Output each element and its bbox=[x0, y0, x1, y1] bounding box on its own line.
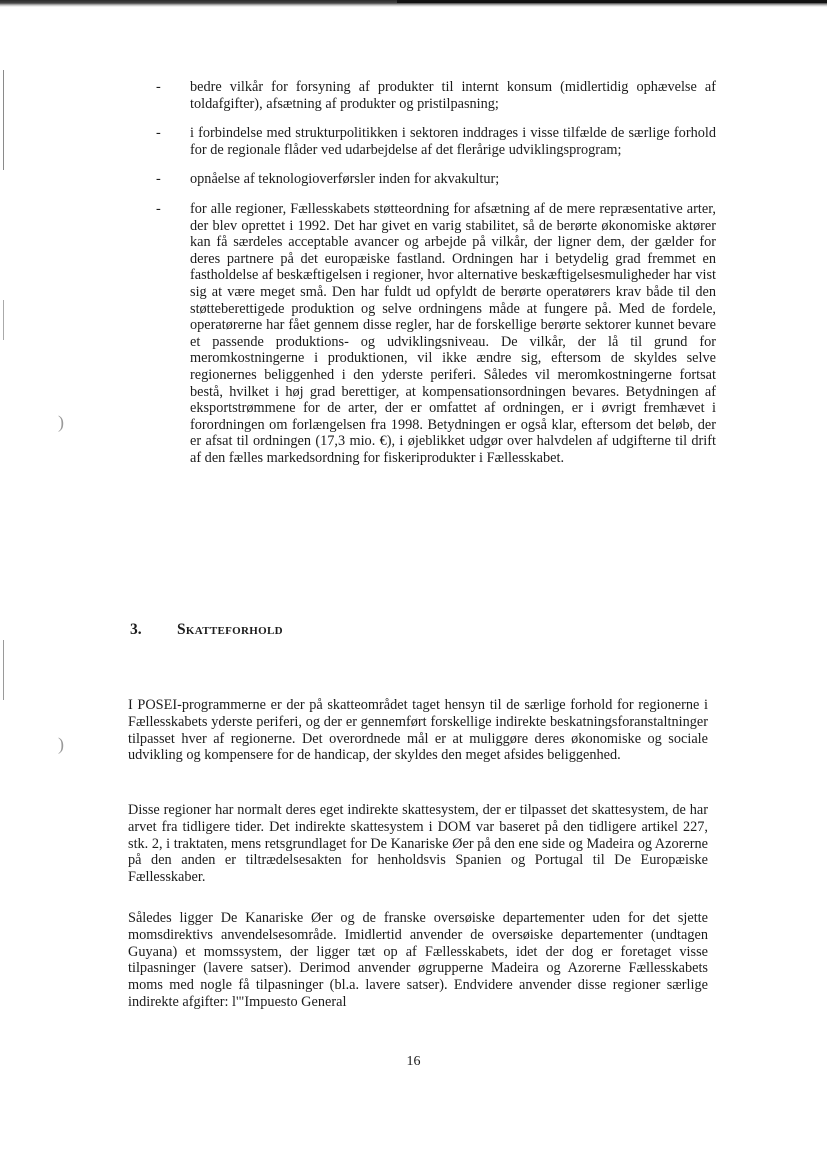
punch-hole-mark: ) bbox=[58, 412, 64, 432]
punch-hole-mark: ) bbox=[58, 734, 64, 754]
bullet-item bbox=[156, 201, 716, 467]
bullet-marker: - bbox=[156, 79, 161, 95]
section-title: Skatteforhold bbox=[177, 621, 283, 638]
bullet-list bbox=[156, 79, 716, 466]
body-paragraph: Således ligger De Kanariske Øer og de franske oversøiske departementer uden for det sjette momsdirektivs anvendelsesområde. Imidlertid anvender de oversøiske departementer (undtagen Guyana) et momssystem, der ligger tæt op af Fællesskabets, idet der dog er foretaget visse tilpasninger (lavere satser). Derimod anvender øgrupperne Madeira og Azorerne Fællesskabets moms med nogle få tilpasninger (bl.a. lavere satser). Endvidere anvender disse regioner særlige indirekte afgifter: l'"Impuesto General bbox=[128, 910, 708, 1010]
bullet-marker: - bbox=[156, 200, 161, 217]
bullet-text: opnåelse af teknologioverførsler inden for akvakultur; bbox=[190, 171, 500, 188]
section-heading bbox=[130, 621, 283, 639]
bullet-item bbox=[156, 125, 716, 158]
scan-edge-left bbox=[3, 640, 4, 700]
bullet-item bbox=[156, 79, 716, 112]
body-paragraph: I POSEI-programmerne er der på skatteområdet taget hensyn til de særlige forhold for regionerne i Fællesskabets yderste periferi, og der er gennemført forskellige indirekte beskatningsforanstaltninger tilpasset hver af regionerne. Det overordnede mål er at muliggøre deres økonomiske og sociale udvikling og kompensere for de handicap, der skyldes den meget afsides beliggenhed. bbox=[128, 697, 708, 764]
section-number: 3. bbox=[130, 621, 142, 638]
body-paragraph: Disse regioner har normalt deres eget indirekte skattesystem, der er tilpasset det skattesystem, de har arvet fra tidligere tider. Det indirekte skattesystem i DOM var baseret på den tidligere artikel 227, stk. 2, i traktaten, mens retsgrundlaget for De Kanariske Øer på den ene side og Madeira og Azorerne på den anden er tiltrædelsesakten for henholdsvis Spanien og Portugal til De Europæiske Fællesskaber. bbox=[128, 802, 708, 886]
bullet-text: bedre vilkår for forsyning af produkter til internt konsum (midlertidig ophævelse af toldafgifter), afsætning af produkter og pristilpasning; bbox=[190, 79, 716, 112]
bullet-item bbox=[156, 171, 716, 188]
bullet-text: for alle regioner, Fællesskabets støtteordning for afsætning af de mere repræsentative arter, der blev oprettet i 1992. Det har givet en varig stabilitet, så de berørte økonomiske aktører kan få særdeles acceptable avancer og arbejde på vilkår, der ligner dem, der gælder for deres partnere på det europæiske fastland. Ordningen har i betydelig grad fremmet en fastholdelse af beskæftigelsen i regioner, hvor alternative beskæftigelsesmuligheder har vist sig at være meget små. Den har fuldt ud opfyldt de berørte operatørers krav både til den støtteberettigede produktion og selve ordningens måde at fungere på. Med de fordele, operatørerne har fået gennem disse regler, har de forskellige berørte sektorer kunnet bevare et passende produktions- og udviklingsniveau. De vilkår, der lå til grund for meromkostningerne i produktionen, vil ikke ændre sig, eftersom de skyldes selve regionernes beliggenhed i den yderste periferi. Således vil meromkostningerne fortsat bestå, hvilket i høj grad berettiger, at kompensationsordningen bevares. Betydningen af eksportstrømmene for de arter, der er omfattet af ordningen, er i øvrigt fremhævet i forordningen om forlængelsen fra 1998. Betydningen er også klar, eftersom det beløb, der er afsat til ordningen (17,3 mio. €), i øjeblikket udgør over halvdelen af udgifterne til drift af den fælles markedsordning for fiskeriprodukter i Fællesskabet. bbox=[190, 200, 716, 466]
bullet-text: i forbindelse med strukturpolitikken i sektoren inddrages i visse tilfælde de særlige forhold for de regionale flåder ved udarbejdelse af det flerårige udviklingsprogram; bbox=[190, 125, 716, 158]
page-number: 16 bbox=[406, 1054, 421, 1069]
scan-edge-left bbox=[3, 70, 4, 170]
bullet-marker: - bbox=[156, 125, 161, 142]
scan-edge-top-dark bbox=[397, 0, 827, 3]
bullet-marker: - bbox=[156, 171, 161, 188]
scan-edge-left bbox=[3, 300, 4, 340]
